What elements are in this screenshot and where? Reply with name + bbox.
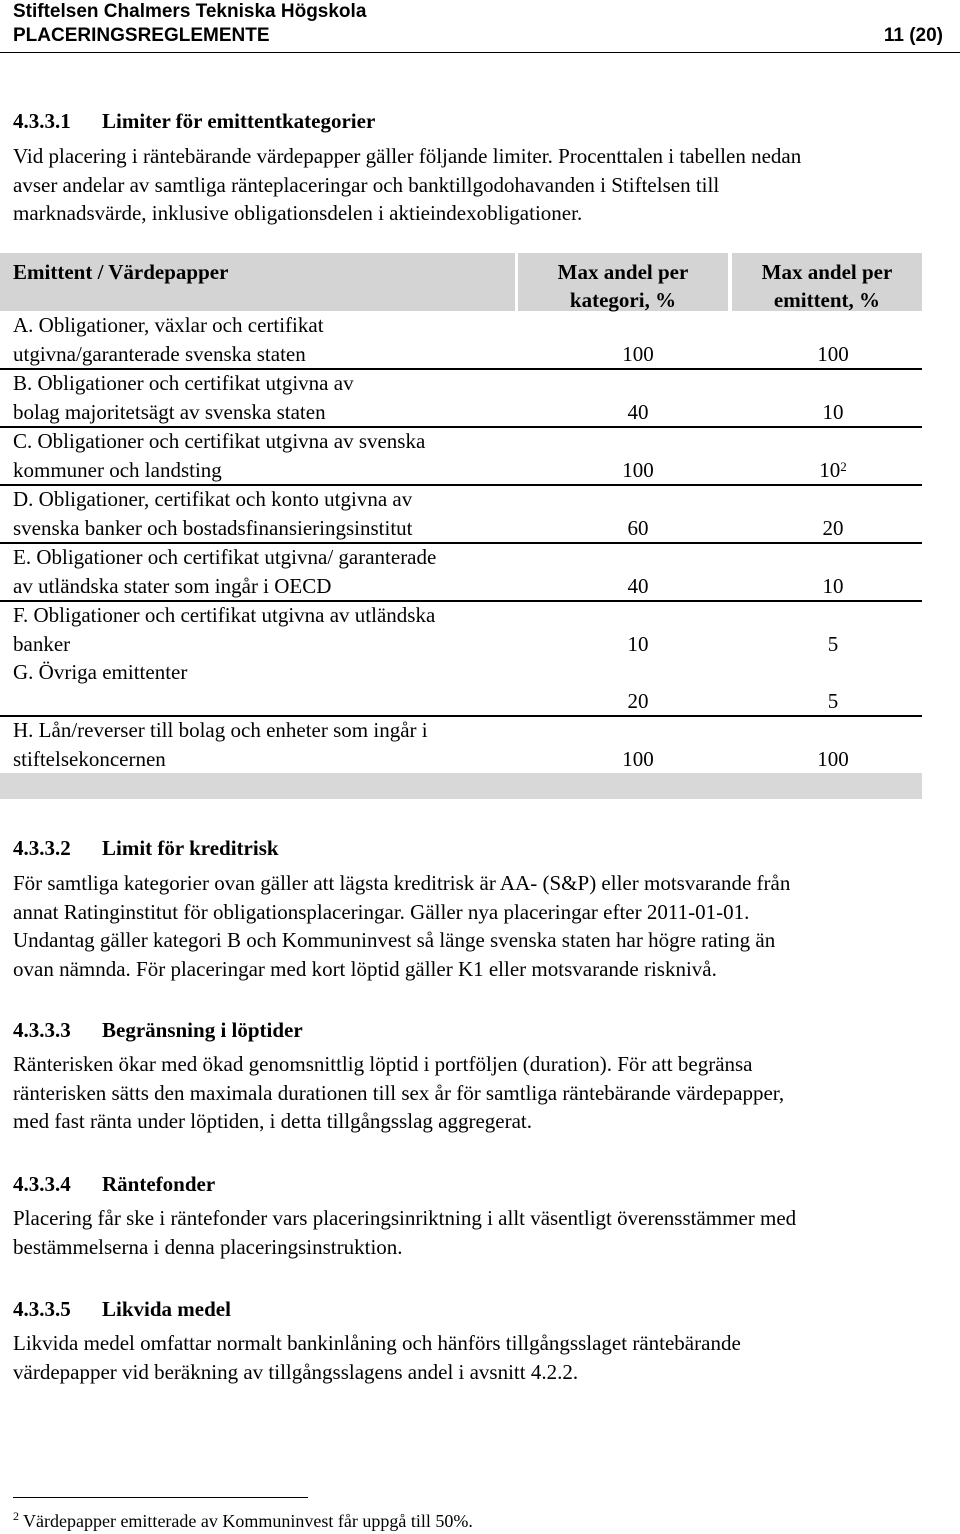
document-title: PLACERINGSREGLEMENTE <box>13 25 270 46</box>
section-heading-4333 <box>13 1016 303 1044</box>
row-label-line: G. Övriga emittenter <box>13 660 188 684</box>
row-label <box>13 369 354 426</box>
footnote-mark: 2 <box>13 1509 19 1523</box>
section-heading-4335 <box>13 1295 231 1323</box>
issuer-value <box>788 630 878 659</box>
footnote-reference: 2 <box>840 458 847 474</box>
issuer-value <box>788 398 878 427</box>
header-category-line: kategori, % <box>569 288 677 312</box>
table-footer-band <box>0 773 922 799</box>
section-title: Begränsning i löptider <box>102 1018 303 1042</box>
category-value: 100 <box>622 341 654 366</box>
issuer-value-text: 100 <box>817 341 849 366</box>
issuer-value-text: 5 <box>827 631 839 656</box>
paragraph-line: annat Ratinginstitut för obligationsplaceringar. Gäller nya placeringar efter 2011-01-01. <box>13 899 750 924</box>
row-label <box>13 658 187 687</box>
issuer-value <box>788 456 878 485</box>
row-label-line: stiftelsekoncernen <box>13 746 166 771</box>
section-paragraph-4333 <box>13 1050 938 1136</box>
page-header <box>13 0 943 48</box>
header-cell-category <box>518 253 728 311</box>
issuer-value-text: 10 <box>822 573 844 598</box>
paragraph-line: med fast ränta under löptiden, i detta tillgångsslag aggregerat. <box>13 1109 532 1133</box>
section-title: Räntefonder <box>102 1172 216 1196</box>
issuer-value <box>788 572 878 601</box>
paragraph-line: ovan nämnda. För placeringar med kort löptid gäller K1 eller motsvarande risknivå. <box>13 956 717 981</box>
section-number: 4.3.3.3 <box>13 1018 71 1042</box>
footnote <box>13 1510 473 1532</box>
category-value: 10 <box>627 631 649 656</box>
row-label <box>13 543 436 600</box>
row-label-line: utgivna/garanterade svenska staten <box>13 341 306 366</box>
header-issuer-share-line: emittent, % <box>773 288 881 312</box>
org-name: Stiftelsen Chalmers Tekniska Högskola <box>13 1 367 22</box>
paragraph-line: ränterisken sätts den maximala durationen till sex år för samtliga räntebärande värdepapper, <box>13 1080 785 1105</box>
row-label <box>13 311 324 368</box>
paragraph-line: marknadsvärde, inklusive obligationsdelen i aktieindexobligationer. <box>13 201 583 225</box>
section-number: 4.3.3.5 <box>13 1297 71 1321</box>
paragraph-line: Ränterisken ökar med ökad genomsnittlig löptid i portföljen (duration). För att begränsa <box>13 1052 753 1076</box>
category-value: 100 <box>622 746 654 771</box>
row-label-line: H. Lån/reverser till bolag och enheter som ingår i <box>13 718 428 742</box>
row-label <box>13 716 428 773</box>
category-value: 20 <box>627 688 649 713</box>
row-label-line: banker <box>13 631 71 656</box>
header-category <box>518 258 728 314</box>
row-label-line: bolag majoritetsägt av svenska staten <box>13 399 326 424</box>
paragraph-line: Vid placering i räntebärande värdepapper gäller följande limiter. Procenttalen i tabellen nedan <box>13 144 802 168</box>
section-paragraph-4331 <box>13 142 938 228</box>
section-title: Likvida medel <box>102 1297 231 1321</box>
footnote-text: Värdepapper emitterade av Kommuninvest får uppgå till 50%. <box>23 1511 473 1531</box>
row-label-line: F. Obligationer och certifikat utgivna av utländska <box>13 603 436 627</box>
header-category-line: Max andel per <box>557 260 689 284</box>
row-label-line: B. Obligationer och certifikat utgivna av <box>13 371 354 395</box>
issuer-value <box>788 340 878 369</box>
row-label-line: kommuner och landsting <box>13 457 222 482</box>
row-label-line: A. Obligationer, växlar och certifikat <box>13 313 324 337</box>
paragraph-line: värdepapper vid beräkning av tillgångsslagens andel i avsnitt 4.2.2. <box>13 1359 579 1384</box>
row-label-line: D. Obligationer, certifikat och konto utgivna av <box>13 487 413 511</box>
section-number: 4.3.3.1 <box>13 109 71 133</box>
row-label <box>13 427 425 484</box>
row-label-line: C. Obligationer och certifikat utgivna av svenska <box>13 429 426 453</box>
issuer-value-text: 5 <box>827 688 839 713</box>
header-issuer-share-line: Max andel per <box>761 260 893 284</box>
row-label-line: E. Obligationer och certifikat utgivna/ garanterade <box>13 545 437 569</box>
section-number: 4.3.3.4 <box>13 1172 71 1196</box>
issuer-value-text: 10 <box>819 457 841 482</box>
section-title: Limit för kreditrisk <box>102 836 279 860</box>
issuer-value <box>788 514 878 543</box>
header-issuer-share <box>732 258 922 314</box>
row-label-line: svenska banker och bostadsfinansieringsinstitut <box>13 515 413 540</box>
header-cell-issuer-share <box>732 253 922 311</box>
paragraph-line: Undantag gäller kategori B och Kommuninvest så länge svenska staten har högre rating än <box>13 928 776 952</box>
section-title: Limiter för emittentkategorier <box>102 109 376 133</box>
section-heading-4332 <box>13 834 279 862</box>
paragraph-line: Placering får ske i räntefonder vars placeringsinriktning i allt väsentligt överensstämmer med <box>13 1206 797 1230</box>
row-label <box>13 601 435 658</box>
header-issuer: Emittent / Värdepapper <box>13 260 229 284</box>
section-heading-4331 <box>13 107 375 135</box>
page-number: 11 (20) <box>883 25 943 46</box>
section-heading-4334 <box>13 1170 215 1198</box>
table-header <box>0 253 922 311</box>
footnote-divider <box>13 1497 308 1498</box>
header-divider <box>0 52 960 53</box>
header-cell-issuer <box>0 253 515 311</box>
section-paragraph-4335 <box>13 1329 938 1386</box>
category-value: 100 <box>622 457 654 482</box>
issuer-value <box>788 687 878 716</box>
category-value: 40 <box>627 399 649 424</box>
issuer-value <box>788 745 878 774</box>
paragraph-line: bestämmelserna i denna placeringsinstruktion. <box>13 1234 403 1259</box>
issuer-value-text: 100 <box>817 746 849 771</box>
category-value: 40 <box>627 573 649 598</box>
section-number: 4.3.3.2 <box>13 836 71 860</box>
issuer-value-text: 20 <box>822 515 844 540</box>
row-label <box>13 485 413 542</box>
section-paragraph-4334 <box>13 1204 938 1261</box>
paragraph-line: avser andelar av samtliga ränteplaceringar och banktillgodohavanden i Stiftelsen till <box>13 172 720 197</box>
paragraph-line: För samtliga kategorier ovan gäller att lägsta kreditrisk är AA- (S&P) eller motsvarande från <box>13 871 791 895</box>
paragraph-line: Likvida medel omfattar normalt bankinlåning och hänförs tillgångsslaget räntebärande <box>13 1331 741 1355</box>
section-paragraph-4332 <box>13 869 938 983</box>
category-value: 60 <box>627 515 649 540</box>
row-label-line: av utländska stater som ingår i OECD <box>13 573 332 598</box>
issuer-value-text: 10 <box>822 399 844 424</box>
